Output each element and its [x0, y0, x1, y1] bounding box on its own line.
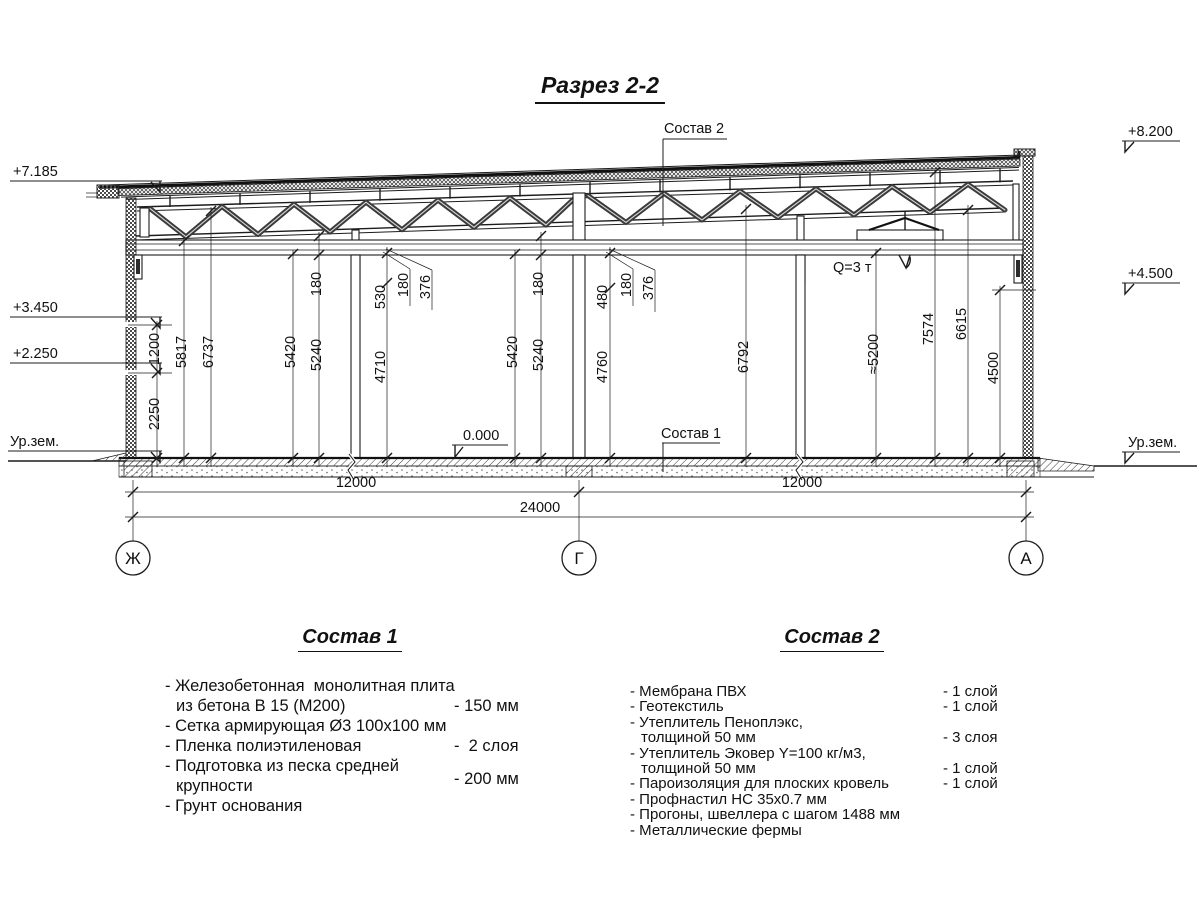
crane-capacity-label: Q=3 т — [833, 260, 872, 276]
dim-label: 6615 — [954, 307, 970, 341]
dim-label: 6737 — [201, 335, 217, 369]
dim-label: 12000 — [335, 475, 377, 491]
elevation-label: +3.450 — [13, 300, 58, 316]
dim-label: 376 — [418, 274, 434, 300]
dim-label: 180 — [619, 272, 635, 298]
list-item: - Пленка полиэтиленовая - 2 слоя — [165, 737, 519, 755]
dim-label: 5420 — [505, 335, 521, 369]
list-item: - Профнастил НС 35х0.7 мм — [630, 790, 827, 808]
elevation-label: Ур.зем. — [10, 434, 60, 450]
dim-label: 5420 — [283, 335, 299, 369]
dim-label: 5240 — [531, 338, 547, 372]
elevation-label: +2.250 — [13, 346, 58, 362]
dim-label: 180 — [396, 272, 412, 298]
dim-label: ≈5200 — [866, 333, 882, 375]
dim-label: 376 — [641, 275, 657, 301]
comp2-reference: Состав 2 — [663, 121, 725, 137]
dim-label: 180 — [309, 271, 325, 297]
list-item: - Пароизоляция для плоских кровель - 1 слой — [630, 775, 998, 793]
comp2-heading: Состав 2 — [752, 626, 912, 649]
dim-label: 7574 — [921, 312, 937, 346]
dim-label: 530 — [373, 284, 389, 310]
list-item: - Утеплитель Пеноплэкс, — [630, 713, 803, 731]
list-item: - Металлические фермы — [630, 821, 802, 839]
list-item: - Мембрана ПВХ - 1 слой — [630, 683, 998, 700]
crane-runway-beam — [126, 240, 1023, 255]
list-item: - Сетка армирующая Ø3 100х100 мм — [165, 717, 447, 735]
dim-label: 180 — [531, 271, 547, 297]
comp1-heading: Состав 1 — [270, 626, 430, 649]
list-item: крупности - 200 мм — [176, 770, 519, 795]
dim-label: 12000 — [781, 475, 823, 491]
list-item: - Грунт основания — [165, 797, 303, 815]
axis-label: А — [1020, 549, 1032, 568]
roof-assembly — [86, 149, 1035, 200]
comp1-list — [165, 676, 535, 816]
list-item: из бетона В 15 (М200) - 150 мм — [176, 697, 519, 715]
zero-level-label: 0.000 — [463, 428, 500, 444]
axis-label: Ж — [125, 549, 141, 568]
axis-label: Г — [574, 549, 584, 568]
elevation-label: +7.185 — [13, 164, 58, 180]
dim-label: 24000 — [519, 500, 561, 516]
list-item: толщиной 50 мм - 3 слоя — [641, 729, 998, 747]
dim-label: 5817 — [174, 335, 190, 369]
dim-label: 1200 — [147, 332, 163, 366]
axis-bubbles — [116, 541, 1043, 575]
dim-label: 4500 — [986, 351, 1002, 385]
list-item: - Железобетонная монолитная плита — [165, 677, 455, 695]
list-item: - Геотекстиль - 1 слой — [630, 698, 998, 716]
dim-label: 2250 — [147, 397, 163, 431]
elevation-label: +8.200 — [1128, 124, 1173, 140]
dim-label: 4710 — [373, 350, 389, 384]
dim-label: 6792 — [736, 340, 752, 374]
dim-label: 4760 — [595, 350, 611, 384]
horizontal-dimensions — [125, 475, 1034, 541]
list-item: толщиной 50 мм - 1 слой — [641, 759, 998, 777]
elevation-label: +4.500 — [1128, 266, 1173, 282]
list-item: - Прогоны, швеллера с шагом 1488 мм — [630, 806, 901, 824]
comp1-reference: Состав 1 — [660, 426, 722, 442]
dim-label: 480 — [595, 284, 611, 310]
comp2-list — [630, 684, 1005, 838]
floor-slab — [8, 453, 1197, 480]
elevation-label: Ур.зем. — [1128, 435, 1178, 451]
list-item: - Утеплитель Эковер Y=100 кг/м3, — [630, 744, 866, 762]
drawing-title: Разрез 2-2 — [535, 72, 665, 104]
dim-label: 5240 — [309, 338, 325, 372]
list-item: - Подготовка из песка средней — [165, 757, 399, 775]
